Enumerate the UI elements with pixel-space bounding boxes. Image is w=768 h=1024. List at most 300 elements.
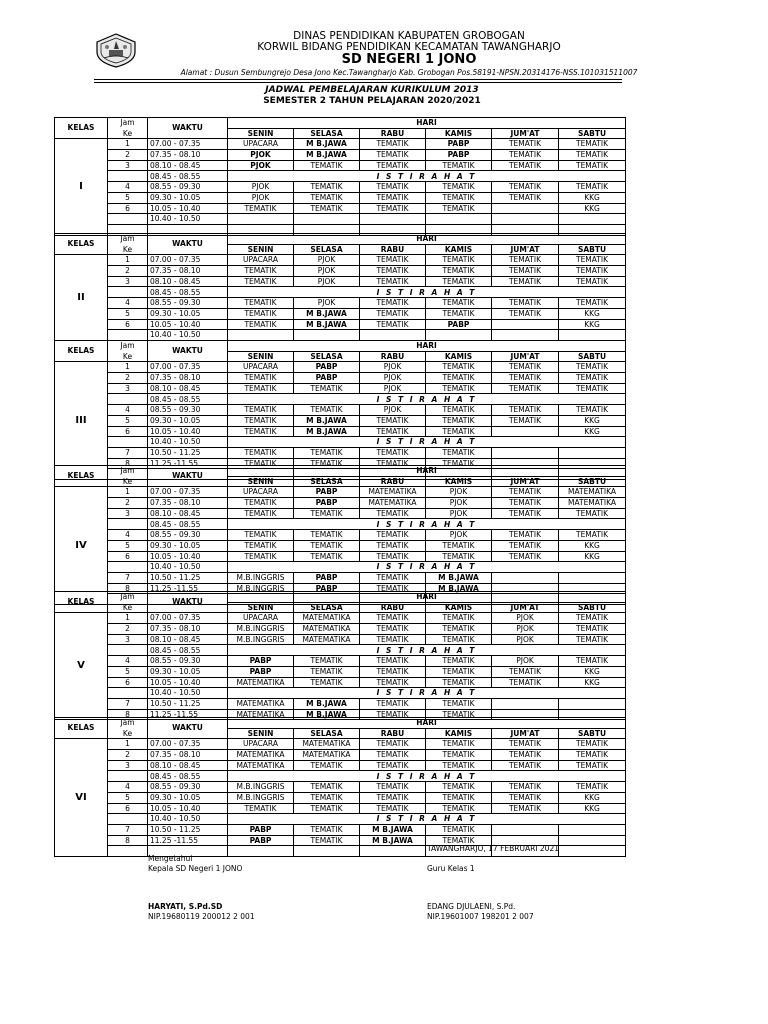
subject-cell: PABP <box>294 373 360 384</box>
subject-cell: TEMATIK <box>228 498 294 509</box>
table-row <box>55 394 626 405</box>
jam-header: Jam <box>108 341 148 352</box>
subject-cell: TEMATIK <box>492 760 559 771</box>
subject-cell: KKG <box>559 677 626 688</box>
waktu-cell: 07.35 - 08.10 <box>148 750 228 761</box>
day-header-0: SENIN <box>228 128 294 139</box>
jam-cell: 2 <box>108 150 148 161</box>
waktu-cell: 07.35 - 08.10 <box>148 624 228 635</box>
waktu-cell: 10.50 - 11.25 <box>148 698 228 709</box>
subject-cell: TEMATIK <box>360 426 426 437</box>
subject-cell: PJOK <box>294 266 360 277</box>
subject-cell: TEMATIK <box>294 782 360 793</box>
subject-cell: TEMATIK <box>360 698 426 709</box>
subject-cell: PJOK <box>228 160 294 171</box>
subject-cell: PJOK <box>360 405 426 416</box>
subject-cell: PABP <box>228 835 294 846</box>
jam-cell <box>108 519 148 530</box>
jam-cell: 2 <box>108 750 148 761</box>
principal-title: Kepala SD Negeri 1 JONO <box>148 864 243 873</box>
jam-cell: 7 <box>108 698 148 709</box>
subject-cell: TEMATIK <box>360 803 426 814</box>
waktu-cell: 08.10 - 08.45 <box>148 276 228 287</box>
class-name: V <box>55 613 108 720</box>
subject-cell: TEMATIK <box>294 530 360 541</box>
subject-cell: TEMATIK <box>559 255 626 266</box>
jam-ke-header: Ke <box>108 351 148 362</box>
jam-cell: 2 <box>108 624 148 635</box>
subject-cell: TEMATIK <box>360 530 426 541</box>
subject-cell <box>492 330 559 341</box>
kelas-header: KELAS <box>55 118 108 139</box>
subject-cell: TEMATIK <box>426 255 492 266</box>
subject-cell: TEMATIK <box>294 405 360 416</box>
subject-cell: TEMATIK <box>360 583 426 594</box>
waktu-cell: 10.40 - 10.50 <box>148 214 228 225</box>
subject-cell: TEMATIK <box>294 792 360 803</box>
subject-cell: KKG <box>559 540 626 551</box>
subject-cell: M B.JAWA <box>294 415 360 426</box>
table-row <box>55 530 626 541</box>
subject-cell: TEMATIK <box>426 666 492 677</box>
waktu-cell: 07.35 - 08.10 <box>148 373 228 384</box>
subject-cell: PJOK <box>228 192 294 203</box>
subject-cell: KKG <box>559 308 626 319</box>
table-row <box>55 814 626 825</box>
day-header-1: SELASA <box>294 244 360 255</box>
subject-cell: MATEMATIKA <box>360 487 426 498</box>
subject-cell: TEMATIK <box>559 373 626 384</box>
subject-cell <box>360 330 426 341</box>
jam-cell <box>108 562 148 573</box>
waktu-cell: 10.05 - 10.40 <box>148 677 228 688</box>
subject-cell: TEMATIK <box>360 613 426 624</box>
jam-cell: 8 <box>108 458 148 469</box>
subject-cell: TEMATIK <box>492 530 559 541</box>
table-row <box>55 203 626 214</box>
waktu-cell: 07.35 - 08.10 <box>148 498 228 509</box>
jam-cell: 5 <box>108 540 148 551</box>
subject-cell: PABP <box>228 666 294 677</box>
table-row <box>55 677 626 688</box>
subject-cell: TEMATIK <box>360 160 426 171</box>
table-row <box>55 139 626 150</box>
day-header-2: RABU <box>360 351 426 362</box>
subject-cell: TEMATIK <box>360 447 426 458</box>
day-header-0: SENIN <box>228 728 294 739</box>
waktu-cell: 08.45 - 08.55 <box>148 287 228 298</box>
subject-cell: TEMATIK <box>426 656 492 667</box>
subject-cell: MATEMATIKA <box>294 739 360 750</box>
subject-cell <box>360 214 426 225</box>
subject-cell <box>492 319 559 330</box>
jam-cell: 3 <box>108 508 148 519</box>
waktu-cell: 11.25 -11.55 <box>148 458 228 469</box>
subject-cell: PABP <box>294 583 360 594</box>
subject-cell: TEMATIK <box>228 319 294 330</box>
day-header-5: SABTU <box>559 728 626 739</box>
jam-cell: 1 <box>108 613 148 624</box>
subject-cell: TEMATIK <box>492 739 559 750</box>
day-header-5: SABTU <box>559 244 626 255</box>
subject-cell: TEMATIK <box>294 677 360 688</box>
jam-header: Jam <box>108 234 148 245</box>
jam-cell: 5 <box>108 415 148 426</box>
subject-cell: TEMATIK <box>492 677 559 688</box>
subject-cell: TEMATIK <box>426 792 492 803</box>
subject-cell: TEMATIK <box>360 572 426 583</box>
schedule-title: JADWAL PEMBELAJARAN KURIKULUM 2013 <box>265 85 479 95</box>
jam-cell: 1 <box>108 362 148 373</box>
subject-cell: MATEMATIKA <box>228 677 294 688</box>
waktu-cell: 07.00 - 07.35 <box>148 739 228 750</box>
subject-cell: TEMATIK <box>492 160 559 171</box>
table-row <box>55 330 626 341</box>
subject-cell: TEMATIK <box>492 803 559 814</box>
subject-cell: TEMATIK <box>559 160 626 171</box>
class-schedule-table <box>54 465 626 605</box>
subject-cell: TEMATIK <box>360 203 426 214</box>
subject-cell: TEMATIK <box>559 750 626 761</box>
waktu-cell: 11.25 -11.55 <box>148 583 228 594</box>
jam-cell <box>108 645 148 656</box>
subject-cell: TEMATIK <box>492 308 559 319</box>
table-row <box>55 276 626 287</box>
subject-cell <box>559 330 626 341</box>
jam-cell <box>108 171 148 182</box>
subject-cell: TEMATIK <box>492 540 559 551</box>
table-row <box>55 688 626 699</box>
subject-cell: TEMATIK <box>492 255 559 266</box>
jam-cell: 3 <box>108 160 148 171</box>
day-header-0: SENIN <box>228 351 294 362</box>
waktu-cell: 08.55 - 09.30 <box>148 530 228 541</box>
jam-cell: 6 <box>108 803 148 814</box>
subject-cell: TEMATIK <box>559 276 626 287</box>
break-cell: I S T I R A H A T <box>228 814 626 825</box>
subject-cell: TEMATIK <box>360 266 426 277</box>
subject-cell: TEMATIK <box>426 276 492 287</box>
subject-cell: TEMATIK <box>360 624 426 635</box>
jam-cell: 3 <box>108 634 148 645</box>
subject-cell: MATEMATIKA <box>360 498 426 509</box>
subject-cell: KKG <box>559 551 626 562</box>
jam-header: Jam <box>108 118 148 129</box>
table-row <box>55 383 626 394</box>
jam-cell <box>108 771 148 782</box>
kelas-header: KELAS <box>55 718 108 739</box>
table-row <box>55 803 626 814</box>
jam-cell: 2 <box>108 373 148 384</box>
jam-cell: 8 <box>108 583 148 594</box>
waktu-cell: 08.45 - 08.55 <box>148 645 228 656</box>
table-row <box>55 656 626 667</box>
subject-cell <box>559 214 626 225</box>
subject-cell: TEMATIK <box>492 150 559 161</box>
jam-cell <box>108 214 148 225</box>
principal-name: HARYATI, S.Pd.SD <box>148 902 223 911</box>
subject-cell: M B.JAWA <box>294 319 360 330</box>
subject-cell: M B.JAWA <box>426 572 492 583</box>
waktu-header: WAKTU <box>148 341 228 362</box>
subject-cell: PJOK <box>294 276 360 287</box>
table-row <box>55 362 626 373</box>
table-row <box>55 666 626 677</box>
subject-cell: PJOK <box>492 624 559 635</box>
jam-ke-header: Ke <box>108 476 148 487</box>
subject-cell: TEMATIK <box>294 835 360 846</box>
subject-cell: KKG <box>559 666 626 677</box>
jam-cell <box>108 437 148 448</box>
subject-cell: PJOK <box>294 298 360 309</box>
subject-cell: UPACARA <box>228 487 294 498</box>
subject-cell: TEMATIK <box>492 415 559 426</box>
subject-cell: TEMATIK <box>492 276 559 287</box>
subject-cell: TEMATIK <box>426 426 492 437</box>
waktu-header: WAKTU <box>148 466 228 487</box>
subject-cell: PABP <box>228 656 294 667</box>
subject-cell <box>228 846 294 857</box>
waktu-cell: 07.00 - 07.35 <box>148 362 228 373</box>
waktu-cell: 08.10 - 08.45 <box>148 634 228 645</box>
waktu-cell: 10.50 - 11.25 <box>148 447 228 458</box>
jam-cell: 2 <box>108 266 148 277</box>
day-header-3: KAMIS <box>426 728 492 739</box>
jam-header: Jam <box>108 466 148 477</box>
jam-cell: 1 <box>108 487 148 498</box>
hari-header: HARI <box>228 718 626 729</box>
subject-cell: TEMATIK <box>294 383 360 394</box>
day-header-2: RABU <box>360 128 426 139</box>
subject-cell: TEMATIK <box>360 255 426 266</box>
subject-cell: MATEMATIKA <box>294 634 360 645</box>
waktu-cell: 08.55 - 09.30 <box>148 298 228 309</box>
waktu-cell: 08.45 - 08.55 <box>148 519 228 530</box>
subject-cell: TEMATIK <box>426 458 492 469</box>
table-row <box>55 192 626 203</box>
kelas-header: KELAS <box>55 592 108 613</box>
subject-cell: TEMATIK <box>228 551 294 562</box>
subject-cell: TEMATIK <box>492 498 559 509</box>
waktu-cell: 07.00 - 07.35 <box>148 613 228 624</box>
subject-cell: MATEMATIKA <box>559 487 626 498</box>
jam-cell: 1 <box>108 739 148 750</box>
jam-cell: 5 <box>108 792 148 803</box>
table-row <box>55 645 626 656</box>
class-schedule-table <box>54 117 626 236</box>
jam-cell: 6 <box>108 677 148 688</box>
waktu-cell: 11.25 -11.55 <box>148 709 228 720</box>
break-cell: I S T I R A H A T <box>228 394 626 405</box>
table-row <box>55 540 626 551</box>
subject-cell: PJOK <box>360 362 426 373</box>
subject-cell: M.B.INGGRIS <box>228 782 294 793</box>
subject-cell: KKG <box>559 203 626 214</box>
hari-header: HARI <box>228 592 626 603</box>
subject-cell: TEMATIK <box>360 792 426 803</box>
waktu-cell: 08.55 - 09.30 <box>148 782 228 793</box>
jam-cell: 7 <box>108 572 148 583</box>
waktu-header: WAKTU <box>148 592 228 613</box>
subject-cell: TEMATIK <box>360 139 426 150</box>
waktu-cell: 10.40 - 10.50 <box>148 814 228 825</box>
day-header-3: KAMIS <box>426 351 492 362</box>
subject-cell: TEMATIK <box>426 160 492 171</box>
table-row <box>55 308 626 319</box>
break-cell: I S T I R A H A T <box>228 645 626 656</box>
subject-cell: PJOK <box>492 613 559 624</box>
subject-cell: TEMATIK <box>559 150 626 161</box>
table-row <box>55 255 626 266</box>
waktu-cell: 10.05 - 10.40 <box>148 319 228 330</box>
class-schedule-table <box>54 591 626 720</box>
subject-cell: PJOK <box>228 182 294 193</box>
break-cell: I S T I R A H A T <box>228 562 626 573</box>
waktu-cell: 10.05 - 10.40 <box>148 803 228 814</box>
subject-cell: TEMATIK <box>360 656 426 667</box>
subject-cell: M.B.INGGRIS <box>228 792 294 803</box>
subject-cell: UPACARA <box>228 739 294 750</box>
break-cell: I S T I R A H A T <box>228 437 626 448</box>
waktu-header: WAKTU <box>148 234 228 255</box>
day-header-2: RABU <box>360 602 426 613</box>
subject-cell <box>559 572 626 583</box>
waktu-header: WAKTU <box>148 718 228 739</box>
subject-cell: TEMATIK <box>360 415 426 426</box>
subject-cell: M B.JAWA <box>360 824 426 835</box>
subject-cell: KKG <box>559 192 626 203</box>
table-row <box>55 824 626 835</box>
jam-cell: 1 <box>108 255 148 266</box>
day-header-1: SELASA <box>294 128 360 139</box>
jam-ke-header: Ke <box>108 728 148 739</box>
subject-cell: TEMATIK <box>360 709 426 720</box>
subject-cell: M B.JAWA <box>294 139 360 150</box>
subject-cell: M B.JAWA <box>294 698 360 709</box>
subject-cell: TEMATIK <box>228 266 294 277</box>
subject-cell: M.B.INGGRIS <box>228 572 294 583</box>
hari-header: HARI <box>228 234 626 245</box>
day-header-4: JUM'AT <box>492 476 559 487</box>
subject-cell: TEMATIK <box>492 487 559 498</box>
subject-cell: TEMATIK <box>559 508 626 519</box>
subject-cell: TEMATIK <box>228 803 294 814</box>
day-header-3: KAMIS <box>426 476 492 487</box>
subject-cell: PJOK <box>228 150 294 161</box>
subject-cell: MATEMATIKA <box>559 498 626 509</box>
subject-cell: TEMATIK <box>294 760 360 771</box>
jam-cell: 5 <box>108 666 148 677</box>
subject-cell: TEMATIK <box>426 551 492 562</box>
subject-cell <box>559 846 626 857</box>
subject-cell: TEMATIK <box>294 203 360 214</box>
subject-cell: TEMATIK <box>228 426 294 437</box>
subject-cell: TEMATIK <box>426 182 492 193</box>
subject-cell: TEMATIK <box>426 447 492 458</box>
subject-cell <box>228 214 294 225</box>
subject-cell: TEMATIK <box>559 782 626 793</box>
jam-ke-header: Ke <box>108 244 148 255</box>
waktu-cell: 08.10 - 08.45 <box>148 383 228 394</box>
waktu-cell: 10.40 - 10.50 <box>148 330 228 341</box>
class-name: VI <box>55 739 108 857</box>
subject-cell: TEMATIK <box>360 540 426 551</box>
table-row <box>55 698 626 709</box>
table-row <box>55 298 626 309</box>
subject-cell: TEMATIK <box>360 508 426 519</box>
subject-cell <box>559 835 626 846</box>
day-header-0: SENIN <box>228 602 294 613</box>
letterhead-rule-thin <box>94 82 622 83</box>
subject-cell: TEMATIK <box>492 551 559 562</box>
subject-cell: TEMATIK <box>426 677 492 688</box>
table-row <box>55 171 626 182</box>
subject-cell: PABP <box>426 139 492 150</box>
subject-cell: TEMATIK <box>492 266 559 277</box>
subject-cell: TEMATIK <box>426 698 492 709</box>
table-row <box>55 572 626 583</box>
table-row <box>55 319 626 330</box>
subject-cell: TEMATIK <box>228 508 294 519</box>
waktu-cell: 07.00 - 07.35 <box>148 255 228 266</box>
table-row <box>55 373 626 384</box>
table-row <box>55 150 626 161</box>
school-name: SD NEGERI 1 JONO <box>341 52 477 67</box>
subject-cell: TEMATIK <box>360 760 426 771</box>
subject-cell: M.B.INGGRIS <box>228 634 294 645</box>
table-row <box>55 760 626 771</box>
subject-cell: MATEMATIKA <box>294 613 360 624</box>
jam-cell: 8 <box>108 835 148 846</box>
subject-cell <box>492 203 559 214</box>
subject-cell: TEMATIK <box>294 540 360 551</box>
subject-cell: M B.JAWA <box>294 150 360 161</box>
subject-cell <box>492 426 559 437</box>
subject-cell: TEMATIK <box>492 782 559 793</box>
table-row <box>55 750 626 761</box>
subject-cell: TEMATIK <box>228 458 294 469</box>
day-header-5: SABTU <box>559 128 626 139</box>
jam-cell: 4 <box>108 405 148 416</box>
subject-cell: TEMATIK <box>492 666 559 677</box>
subject-cell: TEMATIK <box>559 739 626 750</box>
class-schedule-table <box>54 340 626 480</box>
waktu-cell: 09.30 - 10.05 <box>148 415 228 426</box>
hari-header: HARI <box>228 118 626 129</box>
jam-header: Jam <box>108 592 148 603</box>
subject-cell: KKG <box>559 319 626 330</box>
subject-cell: TEMATIK <box>492 383 559 394</box>
teacher-name: EDANG DJULAENI, S.Pd. <box>427 902 516 911</box>
subject-cell: TEMATIK <box>426 373 492 384</box>
subject-cell: PJOK <box>426 508 492 519</box>
subject-cell: TEMATIK <box>228 383 294 394</box>
subject-cell: UPACARA <box>228 613 294 624</box>
jam-cell: 8 <box>108 709 148 720</box>
kelas-header: KELAS <box>55 341 108 362</box>
subject-cell: TEMATIK <box>228 203 294 214</box>
subject-cell: MATEMATIKA <box>228 709 294 720</box>
kelas-header: KELAS <box>55 466 108 487</box>
day-header-4: JUM'AT <box>492 602 559 613</box>
class-schedule-table <box>54 717 626 857</box>
subject-cell: TEMATIK <box>294 824 360 835</box>
subject-cell: TEMATIK <box>360 551 426 562</box>
table-row <box>55 562 626 573</box>
subject-cell <box>559 824 626 835</box>
subject-cell: TEMATIK <box>426 824 492 835</box>
subject-cell: TEMATIK <box>294 551 360 562</box>
